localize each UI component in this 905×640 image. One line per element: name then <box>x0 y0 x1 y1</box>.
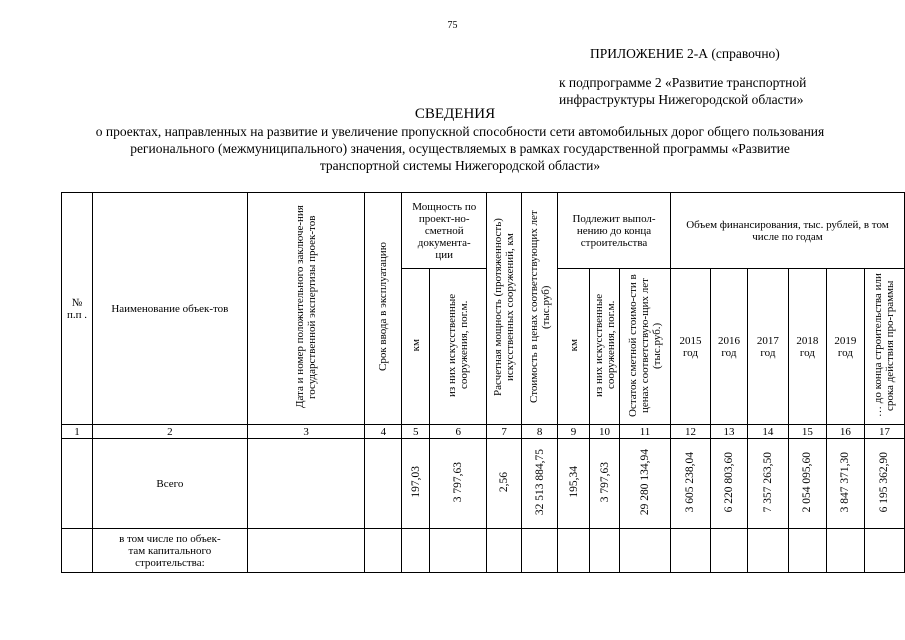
total-2017-value: 7 357 263,50 <box>761 451 774 513</box>
empty-cell <box>670 529 710 573</box>
empty-cell <box>710 529 747 573</box>
total-remaining-cost-value: 29 280 134,94 <box>638 448 651 516</box>
col-number: 13 <box>710 425 747 439</box>
year-2017-text: 2017 год <box>756 334 779 359</box>
header-capacity-structures-text: из них искусственные сооружения, пог.м. <box>446 293 471 397</box>
total-commission-cell <box>365 439 402 529</box>
total-capacity-structures-value: 3 797,63 <box>452 461 465 503</box>
header-remaining-group <box>558 193 671 269</box>
total-2019 <box>826 439 864 529</box>
including-num-cell <box>62 529 93 573</box>
col-number: 5 <box>402 425 430 439</box>
header-remaining-structures <box>590 269 620 425</box>
empty-cell <box>620 529 671 573</box>
total-remaining-cost <box>620 439 671 529</box>
total-remaining-structures <box>590 439 620 529</box>
col-number: 6 <box>430 425 487 439</box>
header-calc-capacity-text: Расчетная мощность (протяженность) искусственных сооружений, км <box>492 218 517 396</box>
total-2018-value: 2 054 095,60 <box>801 451 814 513</box>
document-title: СВЕДЕНИЯ <box>414 106 496 122</box>
empty-cell <box>487 529 522 573</box>
year-2019-text: 2019 год <box>834 334 857 359</box>
page-number: 75 <box>447 20 458 31</box>
total-capacity-structures <box>430 439 487 529</box>
total-2015 <box>670 439 710 529</box>
header-num-text: № п.п . <box>66 296 87 321</box>
total-2016 <box>710 439 747 529</box>
document-subtitle: о проектах, направленных на развитие и увеличение пропускной способности сети автомобильных дорог общего пользования регионального (межмуниципального) значения, осуществляемых в рамках государственной программы «Развитие транспортной системы Нижегородской области» <box>95 124 825 173</box>
empty-cell <box>522 529 558 573</box>
header-cost-text: Стоимость в ценах соответствующих лет (тыс.руб) <box>527 210 552 404</box>
col-number: 11 <box>620 425 671 439</box>
header-year-2019 <box>826 269 864 425</box>
header-remaining-cost <box>620 269 671 425</box>
header-commission-text: Срок ввода в эксплуатацию <box>377 242 390 372</box>
empty-cell <box>402 529 430 573</box>
empty-cell <box>247 529 365 573</box>
col-number: 12 <box>670 425 710 439</box>
appendix-title: ПРИЛОЖЕНИЕ 2-А (справочно) <box>590 46 780 61</box>
header-remaining-group-text: Подлежит выпол-нению до конца строительства <box>572 212 656 249</box>
total-2019-value: 3 847 371,30 <box>839 451 852 513</box>
year-2016-text: 2016 год <box>717 334 740 359</box>
header-until-end <box>864 269 904 425</box>
col-number: 16 <box>826 425 864 439</box>
header-name <box>92 193 247 425</box>
including-row <box>62 529 905 573</box>
total-row <box>62 439 905 529</box>
col-number: 9 <box>558 425 590 439</box>
projects-table <box>61 192 905 573</box>
total-remaining-structures-value: 3 797,63 <box>598 461 611 503</box>
header-remaining-cost-text: Остаток сметной стоимо-сти в ценах соответствую-щих лет (тыс.руб.) <box>626 273 663 417</box>
header-until-end-text: … до конца строительства или срока действия про-граммы <box>872 273 897 417</box>
empty-cell <box>826 529 864 573</box>
total-2016-value: 6 220 803,60 <box>722 451 735 513</box>
header-financing-group <box>670 193 904 269</box>
including-name-cell <box>92 529 247 573</box>
header-remaining-km <box>558 269 590 425</box>
empty-cell <box>430 529 487 573</box>
header-year-2017 <box>747 269 788 425</box>
header-year-2016 <box>710 269 747 425</box>
appendix-subtitle: к подпрограмме 2 «Развитие транспортной инфраструктуры Нижегородской области» <box>559 75 807 107</box>
empty-cell <box>365 529 402 573</box>
col-number: 2 <box>92 425 247 439</box>
header-cost <box>522 193 558 425</box>
total-2015-value: 3 605 238,04 <box>684 451 697 513</box>
header-expertise <box>247 193 365 425</box>
col-number: 4 <box>365 425 402 439</box>
empty-cell <box>864 529 904 573</box>
col-number: 14 <box>747 425 788 439</box>
total-cost-value: 32 513 884,75 <box>533 448 546 516</box>
col-number: 8 <box>522 425 558 439</box>
header-expertise-text: Дата и номер положительного заключе-ния государственной экспертизы проек-тов <box>294 205 319 409</box>
col-number: 17 <box>864 425 904 439</box>
empty-cell <box>558 529 590 573</box>
header-year-2018 <box>788 269 826 425</box>
total-2018 <box>788 439 826 529</box>
column-numbers-row <box>62 425 905 439</box>
total-calc-capacity-value: 2,56 <box>498 471 511 493</box>
col-number: 1 <box>62 425 93 439</box>
col-number: 10 <box>590 425 620 439</box>
header-commission <box>365 193 402 425</box>
total-capacity-km-value: 197,03 <box>409 466 422 498</box>
empty-cell <box>788 529 826 573</box>
empty-cell <box>747 529 788 573</box>
total-2017 <box>747 439 788 529</box>
total-name-cell: Всего <box>92 439 247 529</box>
header-calc-capacity <box>487 193 522 425</box>
header-remaining-km-text: км <box>567 338 580 352</box>
year-2015-text: 2015 год <box>679 334 702 359</box>
total-cost <box>522 439 558 529</box>
empty-cell <box>590 529 620 573</box>
header-capacity-group <box>402 193 487 269</box>
total-until-end-value: 6 195 362,90 <box>878 451 891 513</box>
header-name-text: Наименование объек-тов <box>111 302 229 315</box>
total-capacity-km <box>402 439 430 529</box>
header-capacity-km <box>402 269 430 425</box>
total-remaining-km <box>558 439 590 529</box>
total-remaining-km-value: 195,34 <box>567 466 580 498</box>
header-remaining-structures-text: из них искусственные сооружения, пог.м. <box>592 293 617 397</box>
header-num <box>62 193 93 425</box>
total-expertise-cell <box>247 439 365 529</box>
header-capacity-structures <box>430 269 487 425</box>
including-name-text: в том числе по объек-там капитального строительства: <box>119 532 221 569</box>
total-until-end <box>864 439 904 529</box>
col-number: 7 <box>487 425 522 439</box>
header-capacity-km-text: км <box>409 338 422 352</box>
header-capacity-group-text: Мощность по проект-но-сметной документа-ции <box>412 200 477 261</box>
year-2018-text: 2018 год <box>796 334 819 359</box>
total-calc-capacity <box>487 439 522 529</box>
total-num-cell <box>62 439 93 529</box>
header-year-2015 <box>670 269 710 425</box>
col-number: 3 <box>247 425 365 439</box>
col-number: 15 <box>788 425 826 439</box>
header-financing-group-text: Объем финансирования, тыс. рублей, в том числе по годам <box>686 218 889 243</box>
